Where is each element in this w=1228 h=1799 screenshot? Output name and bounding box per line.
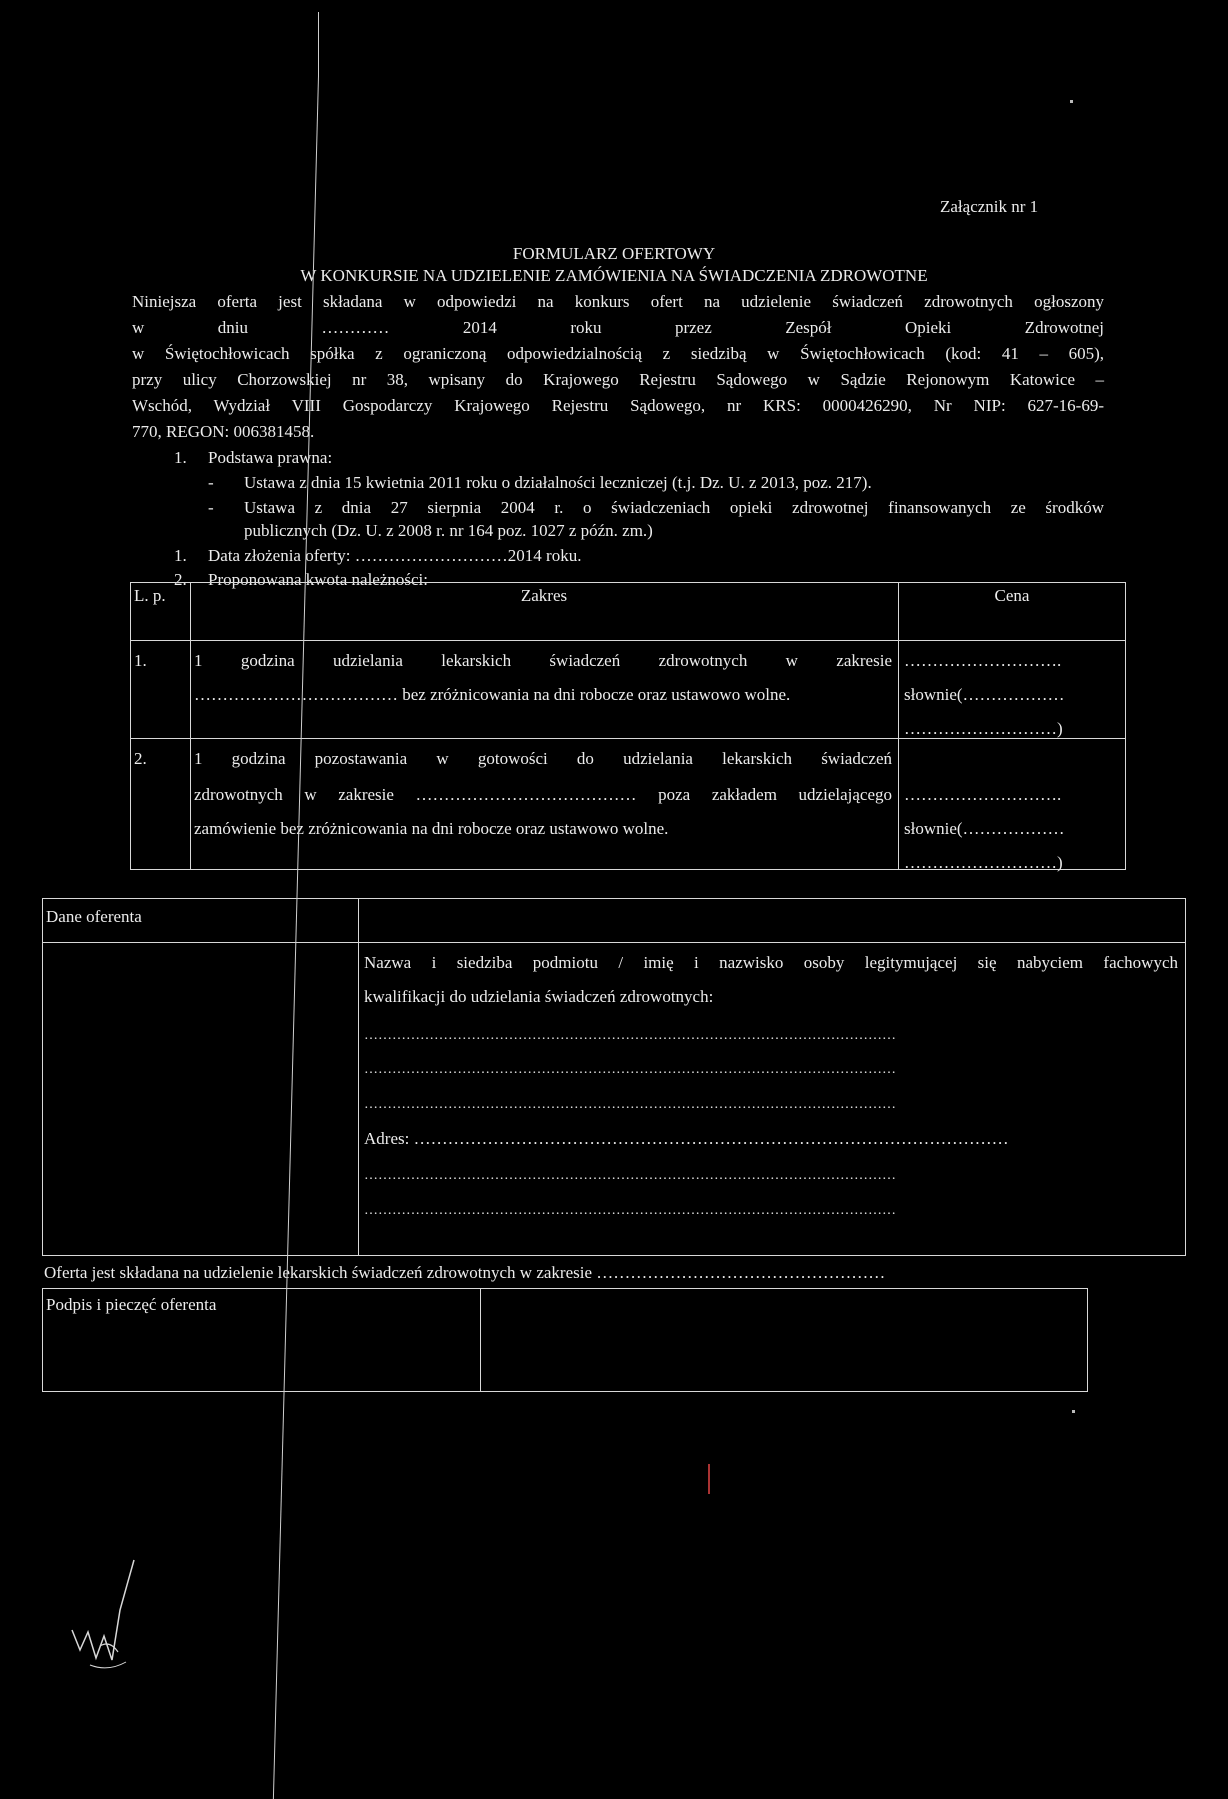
intro-line-1: Niniejsza oferta jest składana w odpowiedzi na konkurs ofert na udzielenie świadczeń zdrowotnych ogłoszony (132, 292, 1104, 311)
row-1-price-line-3: ………………………) (904, 719, 1063, 738)
date-label: Data złożenia oferty: ………………………2014 roku. (208, 546, 582, 565)
scan-artifact-line (318, 12, 319, 76)
legal-item-2-line-1: Ustawa z dnia 27 sierpnia 2004 r. o świadczeniach opieki zdrowotnej finansowanych ze środków (244, 498, 1104, 517)
scan-artifact-dot (1072, 1410, 1075, 1413)
offeror-table-divider (42, 942, 1186, 943)
legal-dash-2: - (208, 498, 214, 517)
handwritten-signature (60, 1540, 170, 1680)
price-num: 2. (174, 570, 187, 589)
scan-artifact-dot (1070, 100, 1073, 103)
intro-line-3: w Świętochłowicach spółka z ograniczoną odpowiedzialnością z siedzibą w Świętochłowicach (kod: 41 – 605), (132, 344, 1104, 363)
row-1-price-line-2: słownie(……………… (904, 685, 1065, 704)
legal-label: Podstawa prawna: (208, 448, 333, 467)
row-2-lp: 2. (134, 749, 147, 768)
intro-line-6: 770, REGON: 006381458. (132, 422, 315, 441)
offer-scope: Oferta jest składana na udzielenie lekarskich świadczeń zdrowotnych w zakresie …………………………………………… (44, 1263, 886, 1282)
offeror-table-divider (358, 898, 359, 1256)
row-1-scope-line-2: ……………………………… bez zróżnicowania na dni robocze oraz ustawowo wolne. (194, 685, 791, 704)
offeror-address-field-1[interactable]: …………………………………………………………………………………………………… (364, 1168, 896, 1183)
row-1-price-line-1: ………………………. (904, 651, 1062, 670)
signature-label: Podpis i pieczęć oferenta (46, 1295, 217, 1314)
header-lp: L. p. (134, 586, 166, 605)
date-num: 1. (174, 546, 187, 565)
row-2-scope-line-1: 1 godzina pozostawania w gotowości do udzielania lekarskich świadczeń (194, 749, 892, 768)
form-title: FORMULARZ OFERTOWY (512, 244, 716, 263)
intro-line-4: przy ulicy Chorzowskiej nr 38, wpisany do Krajowego Rejestru Sądowego w Sądzie Rejonowym Katowice – (132, 370, 1104, 389)
offeror-name-field-2[interactable]: …………………………………………………………………………………………………… (364, 1062, 896, 1077)
price-table-divider (130, 640, 1126, 641)
row-2-price-line-2: słownie(……………… (904, 819, 1065, 838)
intro-line-2: w dniu ………… 2014 roku przez Zespół Opieki Zdrowotnej (132, 318, 1104, 337)
intro-line-5: Wschód, Wydział VIII Gospodarczy Krajowego Rejestru Sądowego, nr KRS: 0000426290, Nr NIP: 627-16-69- (132, 396, 1104, 415)
row-1-scope-line-1: 1 godzina udzielania lekarskich świadczeń zdrowotnych w zakresie (194, 651, 892, 670)
price-table-divider (190, 582, 191, 870)
legal-dash-1: - (208, 473, 214, 492)
legal-item-2-line-2: publicznych (Dz. U. z 2008 r. nr 164 poz. 1027 z późn. zm.) (244, 521, 653, 540)
offeror-name-line-1: Nazwa i siedziba podmiotu / imię i nazwisko osoby legitymującej się nabyciem fachowych (364, 953, 1178, 972)
offeror-name-line-2: kwalifikacji do udzielania świadczeń zdrowotnych: (364, 987, 714, 1006)
row-2-price-line-3: ………………………) (904, 853, 1063, 872)
scan-artifact-mark (708, 1464, 710, 1494)
offeror-address-field-2[interactable]: …………………………………………………………………………………………………… (364, 1203, 896, 1218)
row-2-scope-line-2: zdrowotnych w zakresie ………………………………… poza zakładem udzielającego (194, 785, 892, 804)
row-2-scope-line-3: zamówienie bez zróżnicowania na dni robocze oraz ustawowo wolne. (194, 819, 669, 838)
header-scope: Zakres (520, 586, 568, 605)
row-2-price-line-1: ………………………. (904, 785, 1062, 804)
price-table-divider (898, 582, 899, 870)
price-label: Proponowana kwota należności: (208, 570, 428, 589)
legal-item-1: Ustawa z dnia 15 kwietnia 2011 roku o działalności leczniczej (t.j. Dz. U. z 2013, poz. 217). (244, 473, 872, 492)
attachment-label: Załącznik nr 1 (940, 197, 1039, 216)
offeror-name-field-1[interactable]: …………………………………………………………………………………………………… (364, 1028, 896, 1043)
row-1-lp: 1. (134, 651, 147, 670)
form-subtitle: W KONKURSIE NA UDZIELENIE ZAMÓWIENIA NA ŚWIADCZENIA ZDROWOTNE (300, 266, 928, 285)
signature-table-divider (480, 1288, 481, 1392)
legal-num: 1. (174, 448, 187, 467)
offeror-header: Dane oferenta (46, 907, 142, 926)
header-price: Cena (994, 586, 1030, 605)
offeror-address[interactable]: Adres: …………………………………………………………………………………………… (364, 1129, 1009, 1148)
offeror-name-field-3[interactable]: …………………………………………………………………………………………………… (364, 1097, 896, 1112)
